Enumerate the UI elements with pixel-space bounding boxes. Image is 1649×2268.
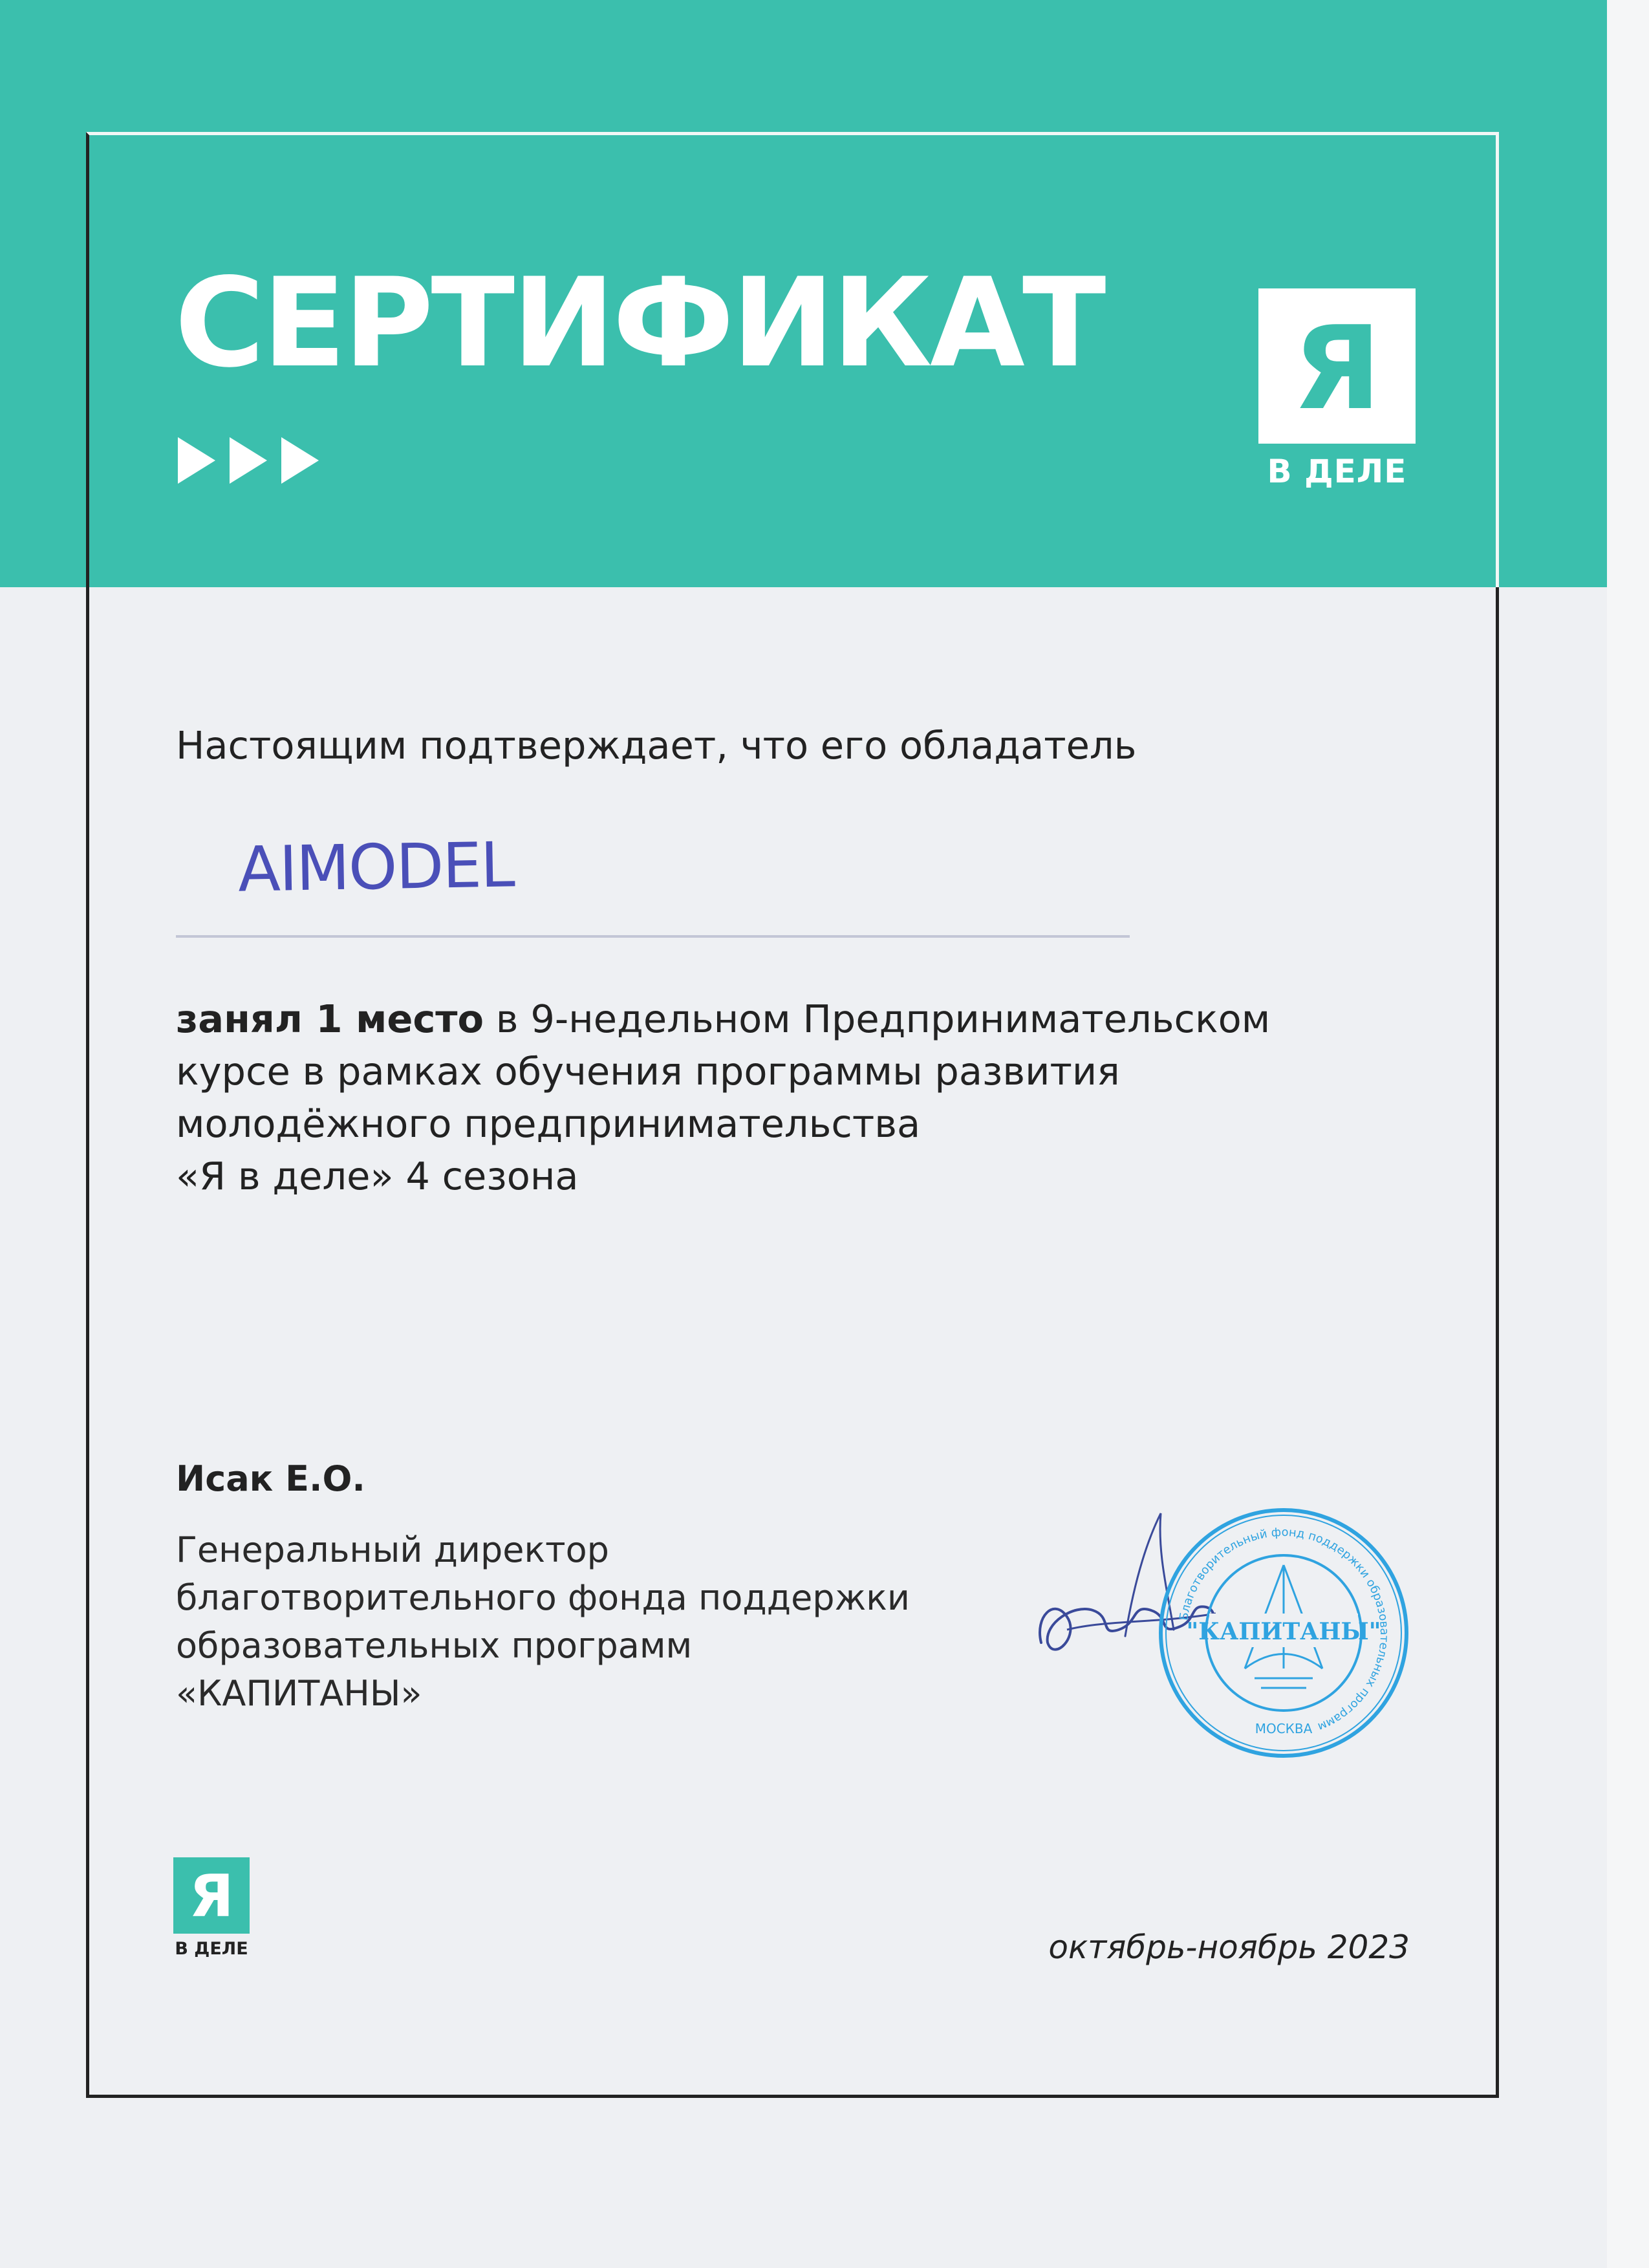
recipient-name: AIMODEL bbox=[237, 828, 515, 906]
scan-edge bbox=[1607, 0, 1649, 2268]
signer-title-line: «КАПИТАНЫ» bbox=[176, 1673, 422, 1714]
achievement-line-4: «Я в деле» 4 сезона bbox=[176, 1154, 579, 1198]
signer-title-line: Генеральный директор bbox=[176, 1529, 609, 1570]
arrow-right-icon bbox=[230, 437, 267, 484]
arrow-right-icon bbox=[281, 437, 319, 484]
stamp-city-text: МОСКВА bbox=[1255, 1721, 1313, 1736]
certificate-title: СЕРТИФИКАТ bbox=[175, 252, 1104, 394]
signer-title-line: благотворительного фонда поддержки bbox=[176, 1577, 910, 1618]
brand-logo bbox=[1258, 288, 1416, 444]
signer-title bbox=[176, 1526, 1049, 1718]
recipient-intro: Настоящим подтверждает, что его обладатель bbox=[176, 723, 1137, 768]
brand-logo-small-letter: Я bbox=[189, 1863, 234, 1930]
decor-arrows bbox=[178, 437, 319, 484]
organization-stamp bbox=[1154, 1504, 1413, 1762]
brand-logo-small bbox=[173, 1857, 250, 1934]
stamp-center-text: "КАПИТАНЫ" bbox=[1186, 1618, 1381, 1645]
brand-logo-letter: Я bbox=[1292, 301, 1382, 435]
course-dates: октябрь-ноябрь 2023 bbox=[1048, 1928, 1410, 1966]
recipient-underline bbox=[176, 935, 1130, 938]
achievement-line-1 bbox=[176, 993, 1372, 1045]
achievement-text bbox=[176, 993, 1372, 1202]
achievement-line-2: курсе в рамках обучения программы развития bbox=[176, 1049, 1120, 1094]
achievement-highlight: занял 1 место bbox=[176, 997, 484, 1041]
signer-name: Исак Е.О. bbox=[176, 1458, 365, 1499]
achievement-line-3: молодёжного предпринимательства bbox=[176, 1101, 921, 1146]
brand-logo-small-caption: В ДЕЛЕ bbox=[175, 1939, 248, 1959]
stamp-ring-path: Благотворительный фонд поддержки образовательных программ bbox=[1177, 1525, 1392, 1734]
arrow-right-icon bbox=[178, 437, 215, 484]
brand-logo-caption: В ДЕЛЕ bbox=[1267, 453, 1407, 490]
achievement-line-1-rest: в 9-недельном Предпринимательском bbox=[484, 997, 1271, 1041]
signer-title-line: образовательных программ bbox=[176, 1625, 693, 1666]
frame-top-edge bbox=[1496, 132, 1499, 587]
